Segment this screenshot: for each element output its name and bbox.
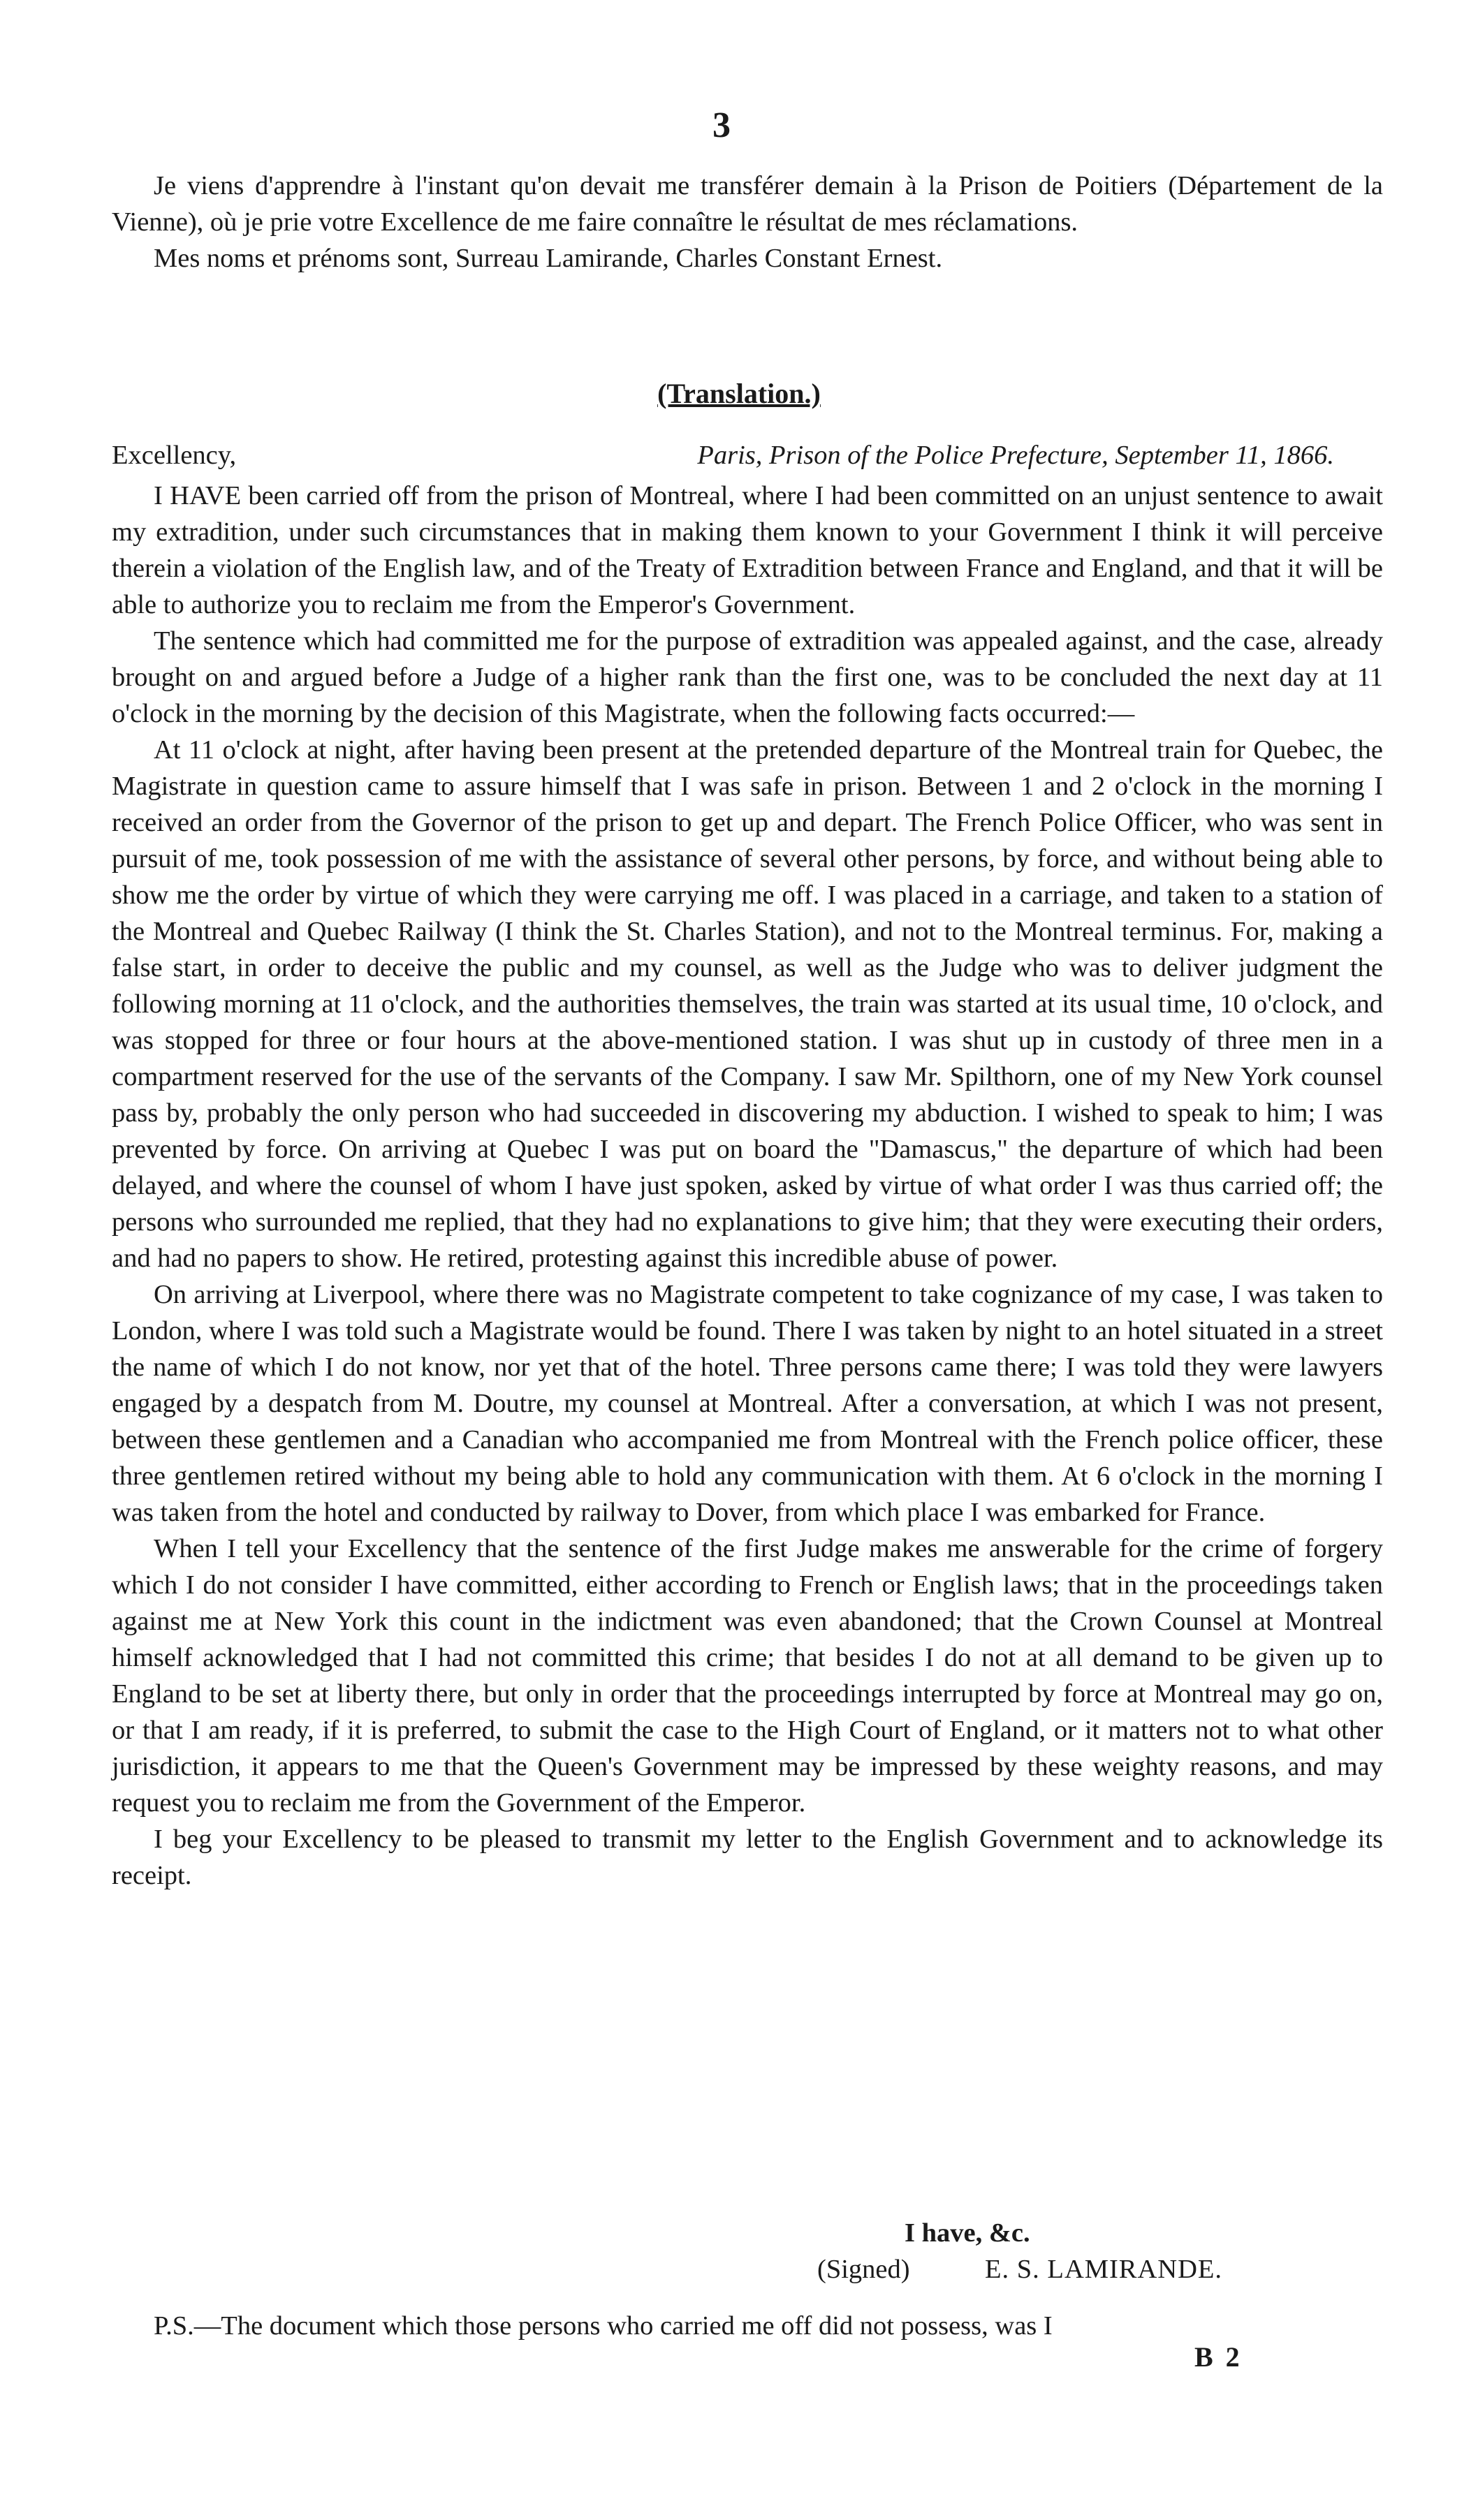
letter-paragraph: When I tell your Excellency that the sentence of the first Judge makes me answerable for the crime of forgery which I do not consider I have committed, either according to French or English laws; that in the proceedings taken against me at New York this count in the indictment was even abandoned; that the Crown Counsel at Montreal himself acknowledged that I had not committed this crime; that besides I do not at all demand to be given up to England to be set at liberty there, but only in order that the proceedings interrupted by force at Montreal may go on, or that I am ready, if it is preferred, to submit the case to the High Court of England, or it matters not to what other jurisdiction, it appears to me that the Queen's Government may be impressed by these weighty reasons, and may request you to reclaim me from the Government of the Emperor. xyxy=(112,1534,1383,1818)
letter-paragraph: I HAVE been carried off from the prison of Montreal, where I had been committed on an unjust sentence to await my extradition, under such circumstances that in making them known to your Government I think it will perceive therein a violation of the English law, and of the Treaty of Extradition between France and England, and that it will be able to authorize you to reclaim me from the Emperor's Government. xyxy=(112,481,1383,619)
letter-paragraph: I beg your Excellency to be pleased to transmit my letter to the English Government and to acknowledge its receipt. xyxy=(112,1825,1383,1890)
complimentary-close: I have, &c. xyxy=(905,2218,1030,2248)
french-paragraph-names: Mes noms et prénoms sont, Surreau Lamirande, Charles Constant Ernest. xyxy=(154,244,943,273)
postscript xyxy=(112,2308,1383,2344)
letter-paragraph: On arriving at Liverpool, where there was no Magistrate competent to take cognizance of my case, I was taken to London, where I was told such a Magistrate would be found. There I was taken by night to an hotel situated in a street the name of which I do not know, nor yet that of the hotel. Three persons came there; I was told they were lawyers engaged by a despatch from M. Doutre, my counsel at Montreal. After a conversation, at which I was not present, between these gentlemen and a Canadian who accompanied me from Montreal with the French police officer, these three gentlemen retired without my being able to hold any communication with them. At 6 o'clock in the morning I was taken from the hotel and conducted by railway to Dover, from which place I was embarked for France. xyxy=(112,1280,1383,1527)
letter-paragraph: At 11 o'clock at night, after having been present at the pretended departure of the Montreal train for Quebec, the Magistrate in question came to assure himself that I was safe in prison. Between 1 and 2 o'clock in the morning I received an order from the Governor of the prison to get up and depart. The French Police Officer, who was sent in pursuit of me, took possession of me with the assistance of several other persons, by force, and without being able to show me the order by virtue of which they were carrying me off. I was placed in a carriage, and taken to a station of the Montreal and Quebec Railway (I think the St. Charles Station), and not to the Montreal terminus. For, making a false start, in order to deceive the public and my counsel, as well as the Judge who was to deliver judgment the following morning at 11 o'clock, and the authorities themselves, the train was started at its usual time, 10 o'clock, and was stopped for three or four hours at the above-mentioned station. I was shut up in custody of three men in a compartment reserved for the use of the servants of the Company. I saw Mr. Spilthorn, one of my New York counsel pass by, probably the only person who had succeeded in discovering my abduction. I wished to speak to him; I was prevented by force. On arriving at Quebec I was put on board the "Damascus," the departure of which had been delayed, and where the counsel of whom I have just spoken, asked by virtue of what order I was thus carried off; the persons who surrounded me replied, that they had no explanations to give him; that they were executing their orders, and had no papers to show. He retired, protesting against this incredible abuse of power. xyxy=(112,735,1383,1273)
letter-header xyxy=(112,440,1383,476)
french-original-text xyxy=(112,168,1383,277)
translation-heading: (Translation.) xyxy=(657,378,821,409)
french-paragraph: Je viens d'apprendre à l'instant qu'on devait me transférer demain à la Prison de Poitiers (Département de la Vienne), où je prie votre Excellence de me faire connaître le résultat de mes réclamations. xyxy=(112,171,1383,237)
signature-name: E. S. LAMIRANDE. xyxy=(985,2255,1223,2284)
page-number: 3 xyxy=(712,105,731,145)
signed-label: (Signed) xyxy=(817,2255,910,2284)
printer-signature-mark: B 2 xyxy=(1194,2341,1243,2373)
letter-paragraph: The sentence which had committed me for the purpose of extradition was appealed against, and the case, already brought on and argued before a Judge of a higher rank than the first one, was to be concluded the next day at 11 o'clock in the morning by the decision of this Magistrate, when the following facts occurred:— xyxy=(112,626,1383,728)
dateline: Paris, Prison of the Police Prefecture, September 11, 1866. xyxy=(697,441,1334,470)
postscript-text: P.S.—The document which those persons who carried me off did not possess, was I xyxy=(154,2311,1053,2341)
salutation: Excellency, xyxy=(112,441,237,470)
letter-body xyxy=(112,478,1383,1894)
